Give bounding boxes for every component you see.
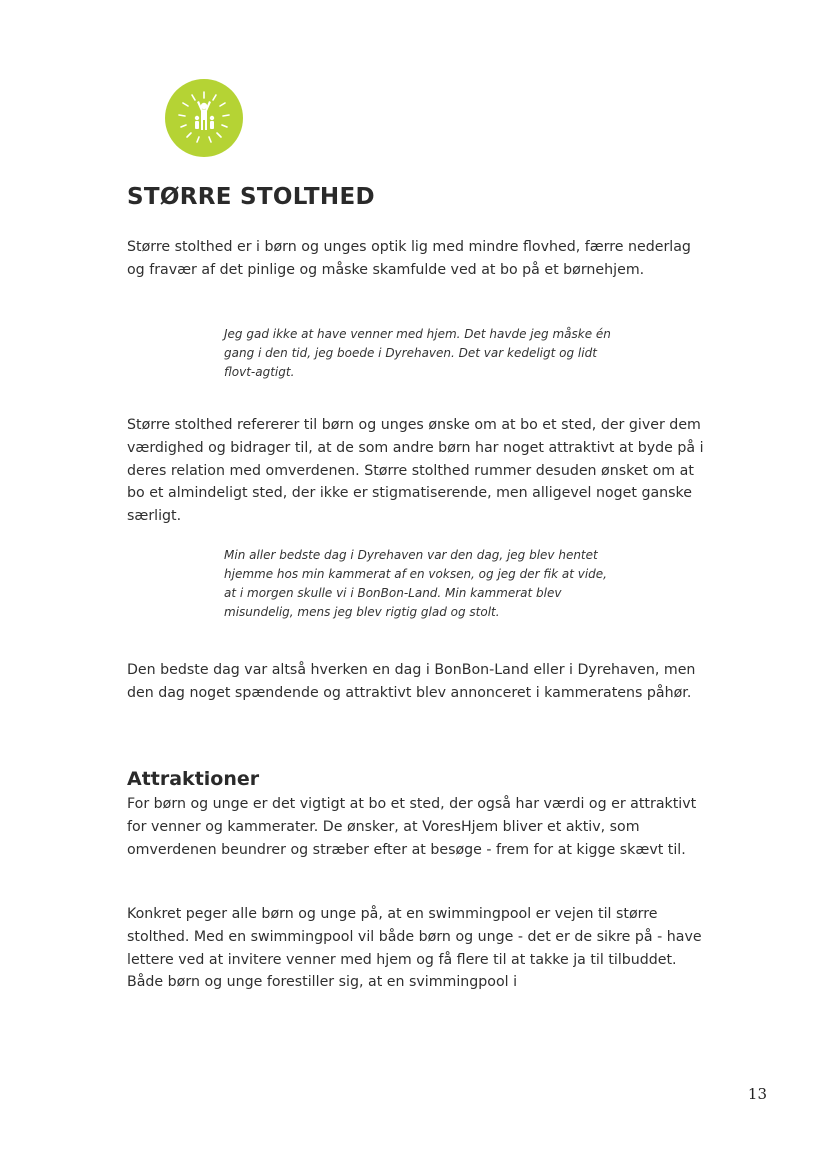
- paragraph-intro: Større stolthed er i børn og unges optik lig med mindre flovhed, færre nederlag og fravær af det pinlige og måske skamfulde ved at bo på et børnehjem.: [127, 239, 691, 278]
- person-raising-arms-icon: [164, 78, 244, 158]
- section-title: Attraktioner: [127, 768, 260, 790]
- paragraph-best-day: Den bedste dag var altså hverken en dag i BonBon-Land eller i Dyrehaven, men den dag noget spændende og attraktivt blev annonceret i kammeratens påhør.: [127, 662, 696, 701]
- paragraph-attractions: For børn og unge er det vigtigt at bo et sted, der også har værdi og er attraktivt for venner og kammerater. De ønsker, at VoresHjem bliver et aktiv, som omverdenen beundrer og stræber efter at besøge - frem for at kigge skævt til.: [127, 796, 697, 858]
- quote-1: Jeg gad ikke at have venner med hjem. Det havde jeg måske én gang i den tid, jeg boede i Dyrehaven. Det var kedeligt og lidt flovt-agtigt.: [224, 327, 611, 379]
- page-title: STØRRE STOLTHED: [127, 184, 375, 210]
- page-number: 13: [747, 1085, 767, 1103]
- quote-2: Min aller bedste dag i Dyrehaven var den dag, jeg blev hentet hjemme hos min kammerat af en voksen, og jeg der fik at vide, at i morgen skulle vi i BonBon-Land. Min kammerat blev misundelig, mens jeg blev rigtig glad og stolt.: [224, 548, 607, 619]
- logo: [164, 78, 244, 158]
- paragraph-definition: Større stolthed refererer til børn og unges ønske om at bo et sted, der giver dem værdighed og bidrager til, at de som andre børn har noget attraktivt at byde på i deres relation med omverdenen. Større stolthed rummer desuden ønsket om at bo et almindeligt sted, der ikke er stigmatiserende, men alligevel noget ganske særligt.: [127, 417, 704, 525]
- paragraph-swimmingpool: Konkret peger alle børn og unge på, at en swimmingpool er vejen til større stolthed. Med en swimmingpool vil både børn og unge - det er de sikre på - have lettere ved at invitere venner med hjem og få flere til at takke ja til tilbuddet. Både børn og unge forestiller sig, at en svimmingpool i: [127, 906, 702, 991]
